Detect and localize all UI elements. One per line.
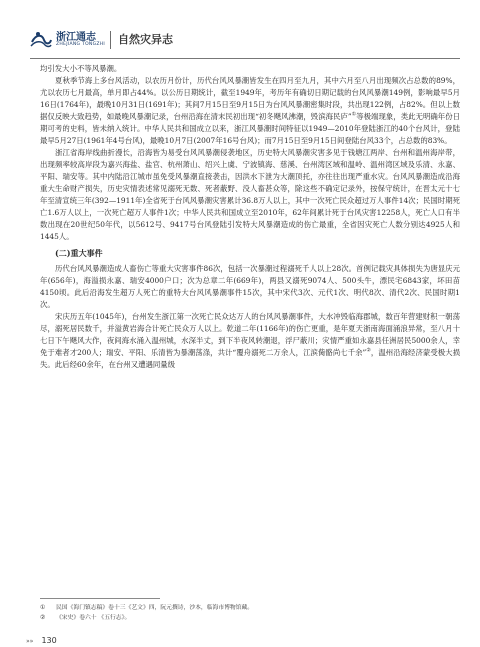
page-number-block [26, 628, 57, 647]
wave-logo-icon [30, 28, 52, 50]
footnote [40, 603, 460, 613]
footnote-text: 民国《海门镇志稿》卷十三《艺文》四，阮元撰诗，沙本，临海市博物馆藏。 [56, 605, 254, 611]
paragraph [40, 75, 460, 147]
logo-title: 浙江通志 [56, 32, 96, 43]
footnote-ref-1: ① [351, 111, 357, 118]
main-text [40, 63, 460, 371]
header-divider [110, 31, 111, 49]
book-title: 自然灾异志 [118, 33, 173, 46]
logo-subtitle: ZHEJIANG TONGZHI [56, 42, 106, 47]
header-rule [30, 58, 460, 59]
page-header [30, 22, 460, 62]
footnote-number: ① [40, 605, 46, 611]
paragraph: 历代台风风暴潮造成人畜伤亡等重大灾害事件86次，包括一次暴潮过程溺死千人以上28次。首例记载灾具体损失为唐显庆元年(656年)，海溢损永嘉、瑞安4000户口；次为总章二年(669年)，两县又溺死9074人、500头牛，漂民宅6843家，坏田苗4150顷。此后沿海发生超万人死亡的重特大台风风暴潮事件15次，其中宋代3次、元代1次、明代8次、清代2次、民国时期1次。 [40, 264, 460, 309]
page-number: 130 [41, 636, 57, 645]
footnote-number: ② [40, 615, 46, 621]
series-logo [30, 22, 106, 56]
footnote-rule [40, 598, 160, 599]
paragraph-text: 夏秋季节海上多台风活动，以农历月份计，历代台风风暴潮皆发生在四月至九月，其中六月至八月出现频次占总数的89%，尤以农历七月最高，单月即占44%。以公历日期统计，截至1949年，考历年有确切日期记载的台风风暴潮149例，影响最早5月16日(1764年)，最晚10月31日(1691年)；其间7月15日至9月15日为台风风暴潮密集时段，共出现122例，占82%。但以上数据仅反映大致趋势，如最晚风暴潮记录，台州沿海在清末民初出现“初冬飓风沸潮，毁滨海民庐” [40, 76, 460, 121]
paragraph-text: 宋庆历五年(1045年)，台州发生浙江第一次死亡民众达万人的台风风暴潮事件，大水冲毁临海郡城，数百年营建财积一朝荡尽，溺死居民数千，并溢黄岩海合计死亡民众万人以上。乾道二年(1166年)的伤亡更重，是年夏天浙南海面涌浪异常，至八月十七日下午飓风大作，夜间海水涌入温州城，水深半丈，到下半夜风转潮退，浮尸蔽川；灾情严重如永嘉县任洲居民5000余人，幸免于难者才200人；瑞安、平阳、乐清皆为暴潮荡涤，共计“覆舟溺死二万余人，江滨胔骼尚七千余” [40, 312, 460, 357]
footnotes [40, 603, 460, 623]
footnote-ref-2: ② [366, 347, 371, 354]
footnote-text: 《宋史》卷六十 《五行志》。 [56, 615, 131, 621]
paragraph [40, 311, 460, 371]
paragraph-text: 等极端现象，类此无明确年份日期可考的史料，皆未纳入统计。中华人民共和国成立以来，浙江风暴潮时间特征以1949—2010年登陆浙江的40个台风计，登陆最早5月27日(1961年4号台风)，最晚10月7日(2007年16号台风)；而7月15日至9月15日间登陆台风33个，占总数的83%。 [40, 112, 461, 145]
page-marker-icon: »» [26, 638, 34, 645]
section-heading: (二)重大事件 [55, 248, 103, 258]
paragraph-text: ，温州沿海经济蒙受极大损失。此后经60余年，在台州又遭遇同量级 [40, 348, 460, 369]
footnote [40, 613, 460, 623]
paragraph: 均引发大小不等风暴潮。 [40, 64, 122, 73]
paragraph: 浙江省海岸线曲折漫长，沿海皆为易受台风风暴潮侵袭地区，历史特大风暴潮灾害多见于钱塘江两岸、台州和温州海岸带，出现频率较高岸段为嘉兴海盐、盐官、杭州萧山、绍兴上虞、宁波镇海、慈溪、台州湾区域和温岭、温州湾区域及乐清、永嘉、平阳、瑞安等。其中内陆沿江城市虽免受风暴潮直接袭击，因洪水下泄为大潮顶托，亦往往出现严重水灾。台风风暴潮造成沿海重大生命财产损失，历史灾情表述常见溺死无数、死者蔽野、没人畜甚众等，除这些不确定记录外，按保守统计，在晋太元十七年至清宣统三年(392—1911年)全省死于台风风暴潮灾害累计36.8万人以上，其中一次死亡民众超过万人事件14次；民国时期死亡1.6万人以上，一次死亡超万人事件1次；中华人民共和国成立至2010年，62年间累计死于台风灾害12258人，死亡人口有半数出现在20世纪50年代，以5612号、9417号台风登陆引发特大风暴潮造成的伤亡最重，全省因灾死亡人数分别达4925人和1445人。 [40, 148, 460, 241]
